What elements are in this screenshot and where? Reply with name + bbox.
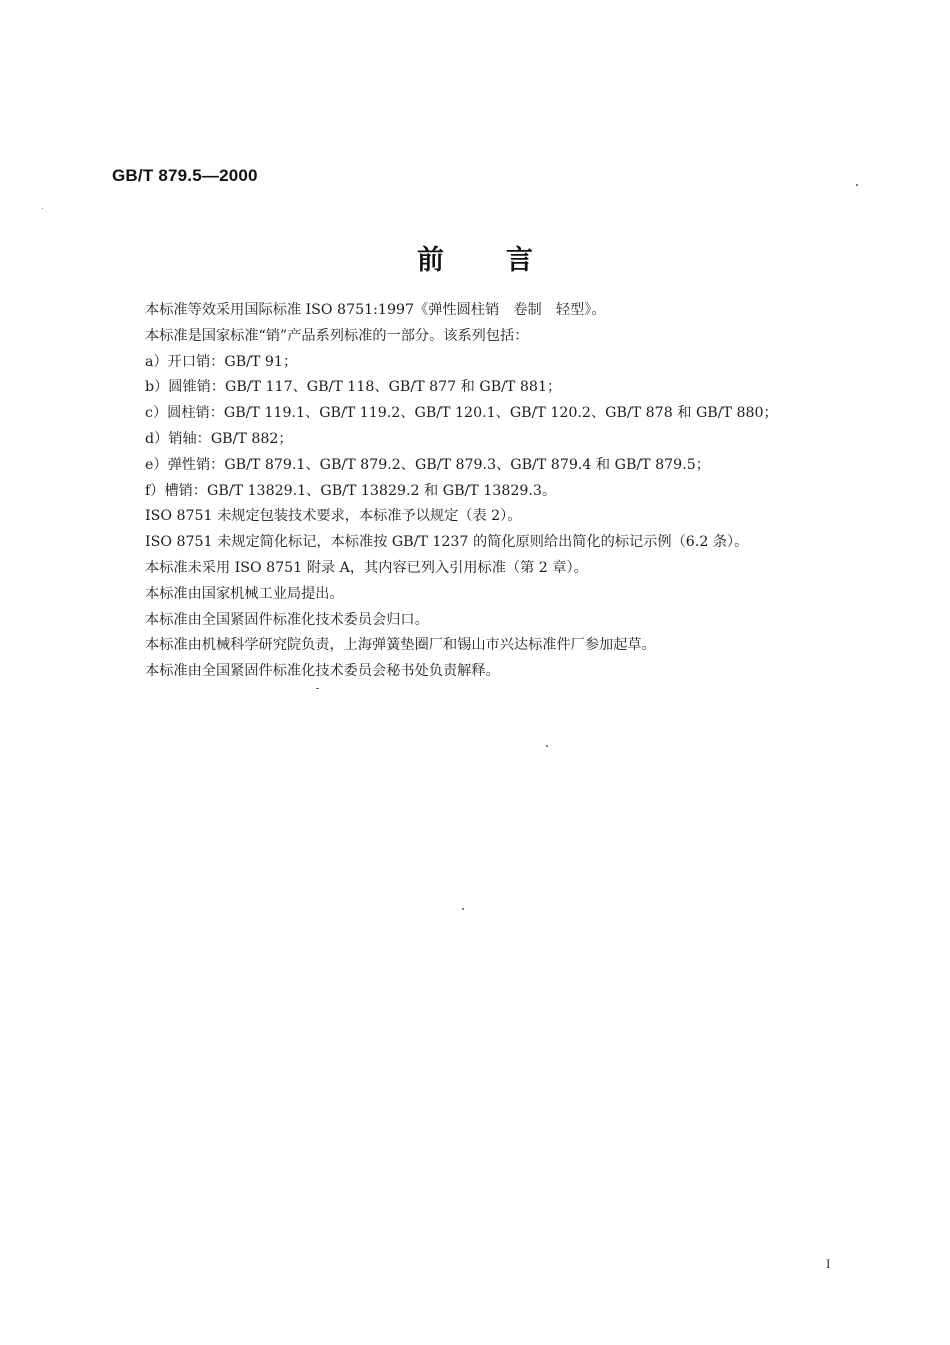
foreword-title: 前言 xyxy=(417,245,595,276)
list-item-e: e）弹性销：GB/T 879.1、GB/T 879.2、GB/T 879.3、GB/T 879.4 和 GB/T 879.5； xyxy=(145,456,710,473)
list-item-f: f）槽销：GB/T 13829.1、GB/T 13829.2 和 GB/T 13829.3。 xyxy=(145,482,557,499)
scan-speck xyxy=(42,208,43,209)
foreword-body xyxy=(145,298,845,685)
scan-speck xyxy=(462,908,464,910)
page-number: I xyxy=(826,1256,831,1271)
paragraph-series-intro: 本标准是国家标准“销”产品系列标准的一部分。该系列包括： xyxy=(145,327,529,344)
paragraph-packaging: ISO 8751 未规定包装技术要求，本标准予以规定（表 2）。 xyxy=(145,508,522,525)
list-item-d: d）销轴：GB/T 882； xyxy=(145,430,293,447)
list-item-b: b）圆锥销：GB/T 117、GB/T 118、GB/T 877 和 GB/T 881； xyxy=(145,379,562,396)
paragraph-interpreted-by: 本标准由全国紧固件标准化技术委员会秘书处负责解释。 xyxy=(145,663,500,680)
paragraph-adoption: 本标准等效采用国际标准 ISO 8751:1997《弹性圆柱销 卷制 轻型》。 xyxy=(145,302,606,318)
standard-number: GB/T 879.5—2000 xyxy=(112,166,258,185)
scan-speck xyxy=(546,745,548,747)
paragraph-annex: 本标准未采用 ISO 8751 附录 A，其内容已列入引用标准（第 2 章）。 xyxy=(145,559,588,576)
list-item-c: c）圆柱销：GB/T 119.1、GB/T 119.2、GB/T 120.1、GB/T 120.2、GB/T 878 和 GB/T 880； xyxy=(145,405,778,422)
scan-speck xyxy=(316,688,319,689)
scan-speck xyxy=(856,184,858,186)
list-item-a: a）开口销：GB/T 91； xyxy=(145,353,298,370)
paragraph-centralized-by: 本标准由全国紧固件标准化技术委员会归口。 xyxy=(145,611,429,628)
paragraph-proposed-by: 本标准由国家机械工业局提出。 xyxy=(145,585,344,602)
paragraph-drafted-by: 本标准由机械科学研究院负责，上海弹簧垫圈厂和锡山市兴达标准件厂参加起草。 xyxy=(145,637,656,654)
paragraph-marking: ISO 8751 未规定简化标记，本标准按 GB/T 1237 的简化原则给出简化的标记示例（6.2 条）。 xyxy=(145,534,749,551)
